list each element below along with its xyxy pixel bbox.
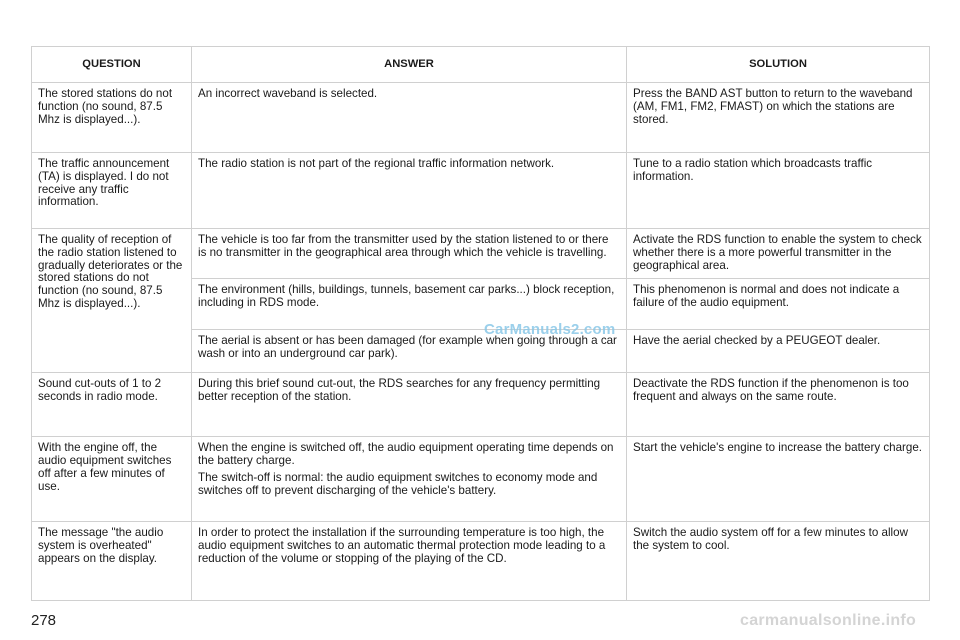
answer-cell xyxy=(192,373,627,437)
answer-cell xyxy=(192,229,627,279)
answer-text: During this brief sound cut-out, the RDS searches for any frequency permitting better reception of the station. xyxy=(198,377,601,404)
question-cell: The message "the audio system is overheated" appears on the display. xyxy=(32,522,192,601)
answer-text: The switch-off is normal: the audio equipment switches to economy mode and switches off to prevent discharging of the vehicle's battery. xyxy=(198,470,598,497)
question-cell: The stored stations do not function (no sound, 87.5 Mhz is displayed...). xyxy=(32,83,192,153)
answer-text: The environment (hills, buildings, tunnels, basement car parks...) block reception, including in RDS mode. xyxy=(198,283,615,310)
table-row xyxy=(32,153,930,229)
table-row xyxy=(32,373,930,437)
page-number: 278 xyxy=(31,612,57,629)
solution-cell: Deactivate the RDS function if the phenomenon is too frequent and always on the same route. xyxy=(627,373,930,437)
solution-cell: Activate the RDS function to enable the system to check whether there is a more powerful transmitter in the geographical area. xyxy=(627,229,930,279)
question-cell: With the engine off, the audio equipment switches off after a few minutes of use. xyxy=(32,437,192,522)
header-question: QUESTION xyxy=(32,47,192,83)
solution-cell: Have the aerial checked by a PEUGEOT dealer. xyxy=(627,330,930,373)
footer-brand: carmanualsonline.info xyxy=(740,612,917,629)
solution-cell: Press the BAND AST button to return to the waveband (AM, FM1, FM2, FMAST) on which the stations are stored. xyxy=(627,83,930,153)
question-cell: Sound cut-outs of 1 to 2 seconds in radio mode. xyxy=(32,373,192,437)
answer-text: An incorrect waveband is selected. xyxy=(198,87,378,100)
table-row xyxy=(32,522,930,601)
answer-text: The aerial is absent or has been damaged (for example when going through a car wash or into an underground car park). xyxy=(198,334,617,361)
solution-cell: Start the vehicle's engine to increase the battery charge. xyxy=(627,437,930,522)
solution-cell: Tune to a radio station which broadcasts traffic information. xyxy=(627,153,930,229)
answer-cell xyxy=(192,437,627,522)
solution-cell: This phenomenon is normal and does not indicate a failure of the audio equipment. xyxy=(627,279,930,330)
table-row xyxy=(32,229,930,279)
solution-cell: Switch the audio system off for a few minutes to allow the system to cool. xyxy=(627,522,930,601)
header-solution: SOLUTION xyxy=(627,47,930,83)
answer-text: The radio station is not part of the regional traffic information network. xyxy=(198,157,555,170)
answer-cell xyxy=(192,83,627,153)
answer-text: In order to protect the installation if the surrounding temperature is too high, the audio equipment switches to an automatic thermal protection mode leading to a reduction of the volume or stopping of the playing of the CD. xyxy=(198,526,606,565)
answer-text: The vehicle is too far from the transmitter used by the station listened to or there is no transmitter in the geographical area through which the vehicle is travelling. xyxy=(198,233,609,259)
answer-cell xyxy=(192,153,627,229)
watermark-text: CarManuals2.com xyxy=(484,321,616,338)
question-cell: The quality of reception of the radio station listened to gradually deteriorates or the stored stations do not function (no sound, 87.5 Mhz is displayed...). xyxy=(32,229,192,373)
answer-text: When the engine is switched off, the audio equipment operating time depends on the battery charge. xyxy=(198,441,614,468)
header-answer: ANSWER xyxy=(192,47,627,83)
table-row xyxy=(32,437,930,522)
table-header-row xyxy=(32,47,930,83)
answer-cell xyxy=(192,522,627,601)
question-cell: The traffic announcement (TA) is displayed. I do not receive any traffic information. xyxy=(32,153,192,229)
troubleshooting-table xyxy=(31,46,930,601)
table-row xyxy=(32,83,930,153)
